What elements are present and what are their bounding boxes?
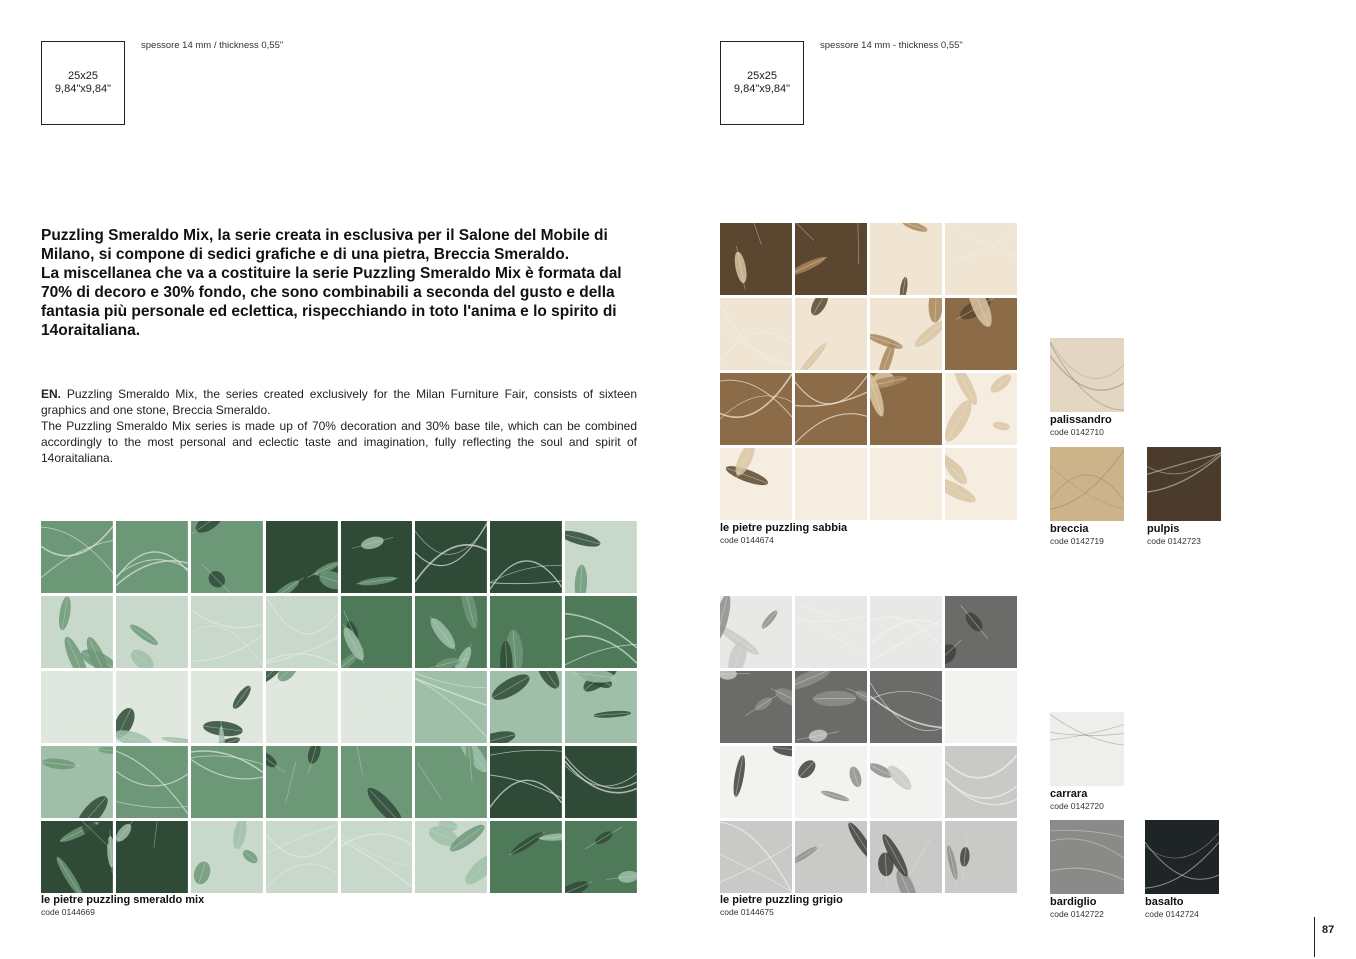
tile [945,746,1017,818]
thickness-label-left: spessore 14 mm / thickness 0,55" [141,40,284,51]
tile [341,521,413,593]
swatch-image [1147,447,1221,521]
product-code: code 0144669 [41,907,95,917]
swatch-code: code 0142723 [1147,536,1201,546]
tile [565,746,637,818]
swatch-code: code 0142719 [1050,536,1104,546]
thickness-label-right: spessore 14 mm - thickness 0,55" [820,40,963,51]
size-metric: 25x25 [747,70,777,82]
intro-italian-p2: La miscellanea che va a costituire la serie Puzzling Smeraldo Mix è formata dal 70% di decoro e 30% fondo, che sono combinabili a seconda del gusto e della fantasia più personale ed eclettica, rispecchiando in toto l'anima e lo spirito di 14oraitaliana. [41,265,622,339]
tile [945,223,1017,295]
swatch-palissandro [1050,338,1124,438]
product-name: le pietre puzzling smeraldo mix [41,894,205,906]
tile [945,373,1017,445]
tile [565,671,637,743]
tile [720,821,792,893]
tile [490,821,562,893]
tile [720,671,792,743]
swatch-carrara [1050,712,1124,812]
tile [116,746,188,818]
swatch-code: code 0142710 [1050,427,1104,437]
page-number-divider [1314,917,1315,957]
tile [945,671,1017,743]
tile [490,746,562,818]
tile [565,596,637,668]
intro-italian [41,226,638,340]
tile [870,596,942,668]
tile [795,448,867,520]
tile [720,298,792,370]
tile [191,671,263,743]
intro-italian-p1: Puzzling Smeraldo Mix, la serie creata in esclusiva per il Salone del Mobile di Milano, si compone di sedici grafiche e di una pietra, Breccia Smeraldo. [41,227,608,263]
tile [720,746,792,818]
tile [266,821,338,893]
size-box-left [41,41,125,125]
tile [795,373,867,445]
tile [191,596,263,668]
swatch-name: pulpis [1147,523,1180,535]
tile [415,671,487,743]
swatch-name: breccia [1050,523,1089,535]
swatch-name: carrara [1050,788,1088,800]
tile [41,821,113,893]
size-imperial: 9,84"x9,84" [54,83,112,95]
swatch-name: bardiglio [1050,896,1097,908]
tile-grid-sabbia [720,223,1017,520]
tile [795,821,867,893]
swatch-image [1050,338,1124,412]
swatch-image [1145,820,1219,894]
tile [341,596,413,668]
tile [191,821,263,893]
tile [945,298,1017,370]
tile [565,821,637,893]
intro-english-p1: Puzzling Smeraldo Mix, the series created exclusively for the Milan Furniture Fair, consists of sixteen graphics and one stone, Breccia Smeraldo. [41,387,637,417]
caption-sabbia [720,522,847,546]
swatch-bardiglio [1050,820,1124,920]
tile [870,746,942,818]
product-code: code 0144674 [720,535,774,545]
page-number: 87 [1322,924,1335,936]
tile [490,671,562,743]
product-code: code 0144675 [720,907,774,917]
swatch-image [1050,820,1124,894]
intro-english-p2: The Puzzling Smeraldo Mix series is made up of 70% decoration and 30% base tile, which can be combined accordingly to the most personal and eclectic taste and imagination, fully reflecting the soul and spirit of 14oraitaliana. [41,419,637,465]
tile [870,298,942,370]
swatch-breccia [1050,447,1124,547]
tile [191,521,263,593]
tile [870,821,942,893]
swatch-basalto [1145,820,1219,920]
tile [870,373,942,445]
tile [870,448,942,520]
tile [490,596,562,668]
tile [266,596,338,668]
tile [795,298,867,370]
size-imperial: 9,84"x9,84" [733,83,791,95]
tile [720,373,792,445]
tile [116,521,188,593]
tile [870,223,942,295]
swatch-name: palissandro [1050,414,1112,426]
caption-smeraldo [41,894,204,918]
tile [795,596,867,668]
swatch-code: code 0142722 [1050,909,1104,919]
tile [415,746,487,818]
tile [945,596,1017,668]
tile [565,521,637,593]
tile [415,596,487,668]
size-metric: 25x25 [68,70,98,82]
intro-english [41,386,637,466]
tile [191,746,263,818]
tile [415,821,487,893]
tile [415,521,487,593]
tile [266,521,338,593]
tile-grid-grigio [720,596,1017,893]
tile [945,448,1017,520]
swatch-image [1050,712,1124,786]
swatch-code: code 0142720 [1050,801,1104,811]
swatch-pulpis [1147,447,1221,547]
tile-grid-smeraldo [41,521,637,893]
swatch-code: code 0142724 [1145,909,1199,919]
tile [870,671,942,743]
swatch-name: basalto [1145,896,1184,908]
tile [41,596,113,668]
tile [341,746,413,818]
tile [720,596,792,668]
product-name: le pietre puzzling grigio [720,894,843,906]
tile [720,448,792,520]
tile [795,746,867,818]
tile [720,223,792,295]
tile [795,671,867,743]
tile [116,596,188,668]
tile [341,671,413,743]
tile [41,671,113,743]
tile [945,821,1017,893]
tile [795,223,867,295]
size-box-right [720,41,804,125]
intro-english-prefix: EN. [41,387,62,401]
tile [41,746,113,818]
tile [41,521,113,593]
tile [341,821,413,893]
caption-grigio [720,894,843,918]
tile [116,821,188,893]
tile [266,671,338,743]
swatch-image [1050,447,1124,521]
tile [490,521,562,593]
tile [116,671,188,743]
product-name: le pietre puzzling sabbia [720,522,848,534]
tile [266,746,338,818]
